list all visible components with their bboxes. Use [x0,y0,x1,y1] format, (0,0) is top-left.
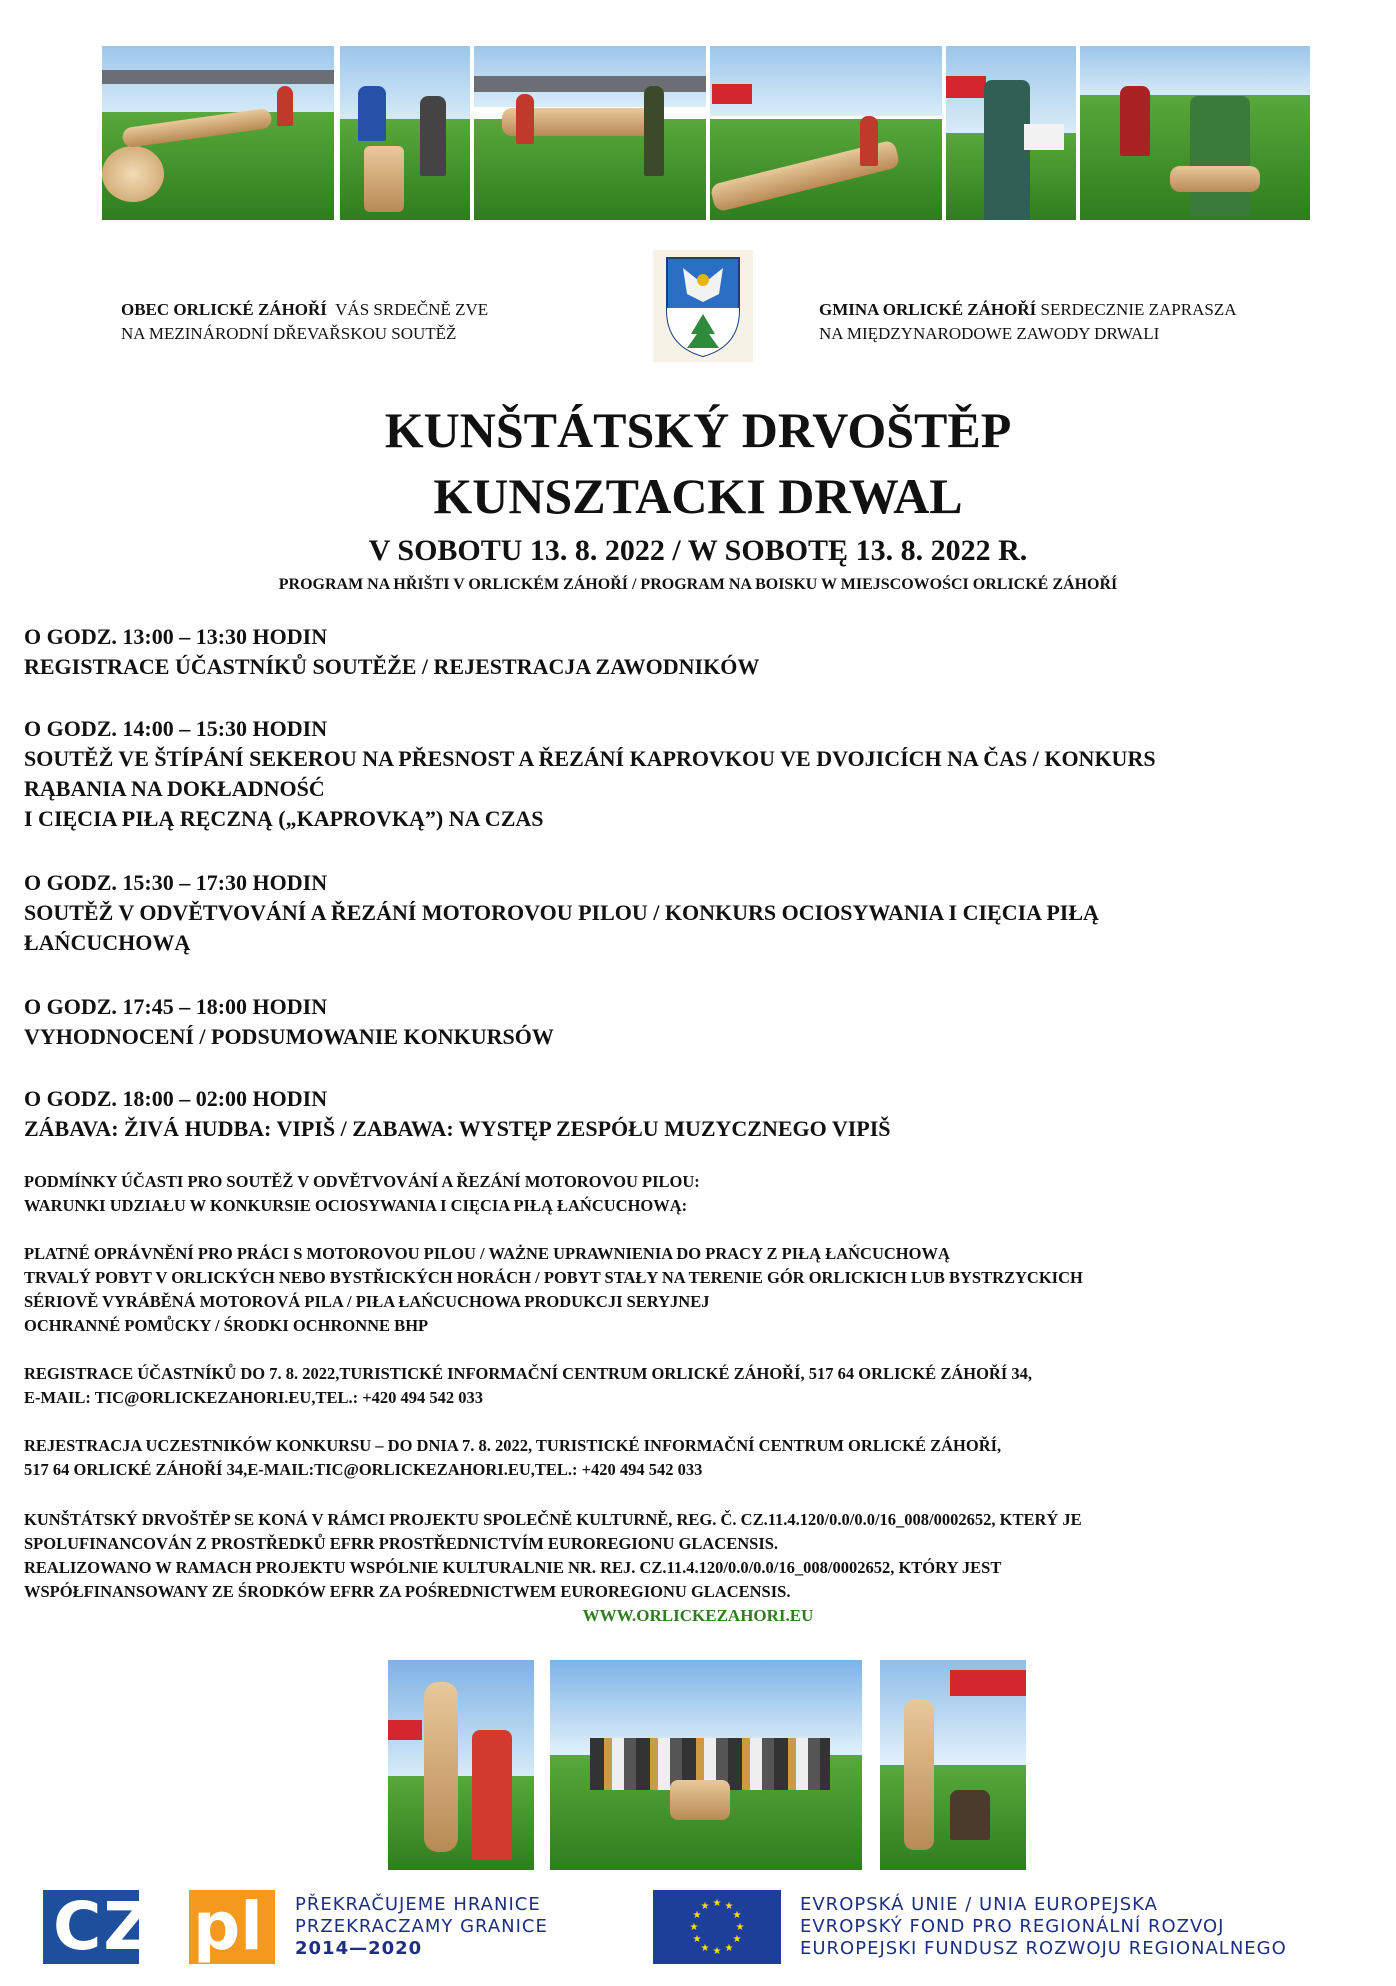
photo-log-sawing-1 [102,46,334,220]
event-venue: PROGRAM NA HŘIŠTI V ORLICKÉM ZÁHOŘÍ / PROGRAM NA BOISKU W MIEJSCOWOŚCI ORLICKÉ ZÁHOŘÍ [278,576,1118,593]
registration-pl-contact: 517 64 ORLICKÉ ZÁHOŘÍ 34,E-MAIL:TIC@ORLICKEZAHORI.EU,TEL.: +420 494 542 033 [24,1460,703,1479]
funding-line: REALIZOWANO W RAMACH PROJEKTU WSPÓLNIE KULTURALNIE NR. REJ. CZ.11.4.120/0.0/0.0/16_008/0002652, KTÓRY JEST [24,1558,1002,1577]
svg-text:★: ★ [712,1898,722,1909]
photo-chainsaw-log [474,46,706,220]
czpl-logo-years: 2014—2020 [295,1938,423,1959]
registration-cz-line: REGISTRACE ÚČASTNÍKŮ DO 7. 8. 2022,TURISTICKÉ INFORMAČNÍ CENTRUM ORLICKÉ ZÁHOŘÍ, 517 64 ORLICKÉ ZÁHOŘÍ 34, [24,1364,1032,1383]
condition-item: SÉRIOVĚ VYRÁBĚNÁ MOTOROVÁ PILA / PIŁA ŁAŃCUCHOWA PRODUKCJI SERYJNEJ [24,1292,710,1311]
eu-logo-line: EUROPEJSKI FUNDUSZ ROZWOJU REGIONALNEGO [800,1938,1287,1959]
svg-text:★: ★ [700,1901,710,1912]
eu-logo-text [800,1894,1360,1960]
funding-note [24,1508,1364,1604]
program-time: O GODZ. 13:00 – 13:30 HODIN [24,624,328,649]
svg-text:★: ★ [724,1943,734,1954]
program-text: RĄBANIA NA DOKŁADNOŚĆ [24,776,325,801]
conditions-heading-pl: WARUNKI UDZIAŁU W KONKURSIE OCIOSYWANIA I CIĘCIA PIŁĄ ŁAŃCUCHOWĄ: [24,1196,688,1215]
conditions-list [24,1242,1364,1338]
funding-line: KUNŠTÁTSKÝ DRVOŠTĚP SE KONÁ V RÁMCI PROJEKTU SPOLEČNĚ KULTURNĚ, REG. Č. CZ.11.4.120/0.0/0.0/16_008/0002652, KTERÝ JE [24,1510,1082,1529]
svg-text:★: ★ [712,1946,722,1957]
invite-polish [819,298,1339,346]
svg-text:★: ★ [689,1922,699,1933]
municipality-name-pl: GMINA ORLICKÉ ZÁHOŘÍ [819,300,1037,319]
invite-subtitle-pl: NA MIĘDZYNARODOWE ZAWODY DRWALI [819,324,1160,343]
invite-czech [121,298,581,346]
program-text: REGISTRACE ÚČASTNÍKŮ SOUTĚŽE / REJESTRACJA ZAWODNIKÓW [24,654,760,679]
invite-text-cz: VÁS SRDEČNĚ ZVE [335,300,489,319]
coat-of-arms-icon [653,250,753,362]
svg-text:★: ★ [724,1901,734,1912]
program-text: SOUTĚŽ VE ŠTÍPÁNÍ SEKEROU NA PŘESNOST A ŘEZÁNÍ KAPROVKOU VE DVOJICÍCH NA ČAS / KONKURS [24,746,1156,771]
svg-text:★: ★ [692,1934,702,1945]
registration-cz-contact: E-MAIL: TIC@ORLICKEZAHORI.EU,TEL.: +420 494 542 033 [24,1388,483,1407]
program-text: VYHODNOCENÍ / PODSUMOWANIE KONKURSÓW [24,1024,554,1049]
photo-group-participants [550,1660,862,1870]
program-time: O GODZ. 18:00 – 02:00 HODIN [24,1086,328,1111]
program-item [24,868,1364,958]
conditions-heading [24,1170,1364,1218]
photo-announcer [946,46,1076,220]
svg-text:★: ★ [700,1943,710,1954]
czpl-logo-cz: CZ [53,1888,154,1965]
photo-chainsaw-carving [880,1660,1026,1870]
program-time: O GODZ. 17:45 – 18:00 HODIN [24,994,328,1019]
program-item [24,1084,1364,1144]
program-item [24,992,1364,1052]
program-text: ZÁBAVA: ŽIVÁ HUDBA: VIPIŠ / ZABAWA: WYSTĘP ZESPÓŁU MUZYCZNEGO VIPIŠ [24,1116,891,1141]
czpl-logo-text [295,1894,595,1960]
funding-line: WSPÓŁFINANSOWANY ZE ŚRODKÓW EFRR ZA POŚREDNICTWEM EUROREGIONU GLACENSIS. [24,1582,791,1601]
photo-two-man-saw [1080,46,1310,220]
svg-text:★: ★ [735,1922,745,1933]
condition-item: TRVALÝ POBYT V ORLICKÝCH NEBO BYSTŘICKÝCH HORÁCH / POBYT STAŁY NA TERENIE GÓR ORLICKICH LUB BYSTRZYCKICH [24,1268,1083,1287]
program-time: O GODZ. 14:00 – 15:30 HODIN [24,716,328,741]
event-date: V SOBOTU 13. 8. 2022 / W SOBOTĘ 13. 8. 2022 R. [368,534,1028,567]
program-item [24,714,1364,834]
website-link[interactable]: WWW.ORLICKEZAHORI.EU [582,1606,814,1625]
czpl-logo-line: PŘEKRAČUJEME HRANICE [295,1894,541,1915]
program-text: I CIĘCIA PIŁĄ RĘCZNĄ („KAPROVKĄ”) NA CZAS [24,806,544,831]
czpl-logo-pl: pl [193,1888,263,1965]
photo-axe-splitting [340,46,470,220]
svg-text:★: ★ [692,1910,702,1921]
condition-item: PLATNÉ OPRÁVNĚNÍ PRO PRÁCI S MOTOROVOU PILOU / WAŻNE UPRAWNIENIA DO PRACY Z PIŁĄ ŁAŃCUCHOWĄ [24,1244,950,1263]
program-text: SOUTĚŽ V ODVĚTVOVÁNÍ A ŘEZÁNÍ MOTOROVOU PILOU / KONKURS OCIOSYWANIA I CIĘCIA PIŁĄ [24,900,1099,925]
municipality-name-cz: OBEC ORLICKÉ ZÁHOŘÍ [121,300,327,319]
program-text: ŁAŃCUCHOWĄ [24,930,191,955]
conditions-heading-cz: PODMÍNKY ÚČASTI PRO SOUTĚŽ V ODVĚTVOVÁNÍ A ŘEZÁNÍ MOTOROVOU PILOU: [24,1172,700,1191]
czpl-logo-mark [43,1890,275,1964]
eu-logo-line: EVROPSKÝ FOND PRO REGIONÁLNÍ ROZVOJ [800,1916,1225,1937]
invite-subtitle-cz: NA MEZINÁRODNÍ DŘEVAŘSKOU SOUTĚŽ [121,324,457,343]
condition-item: OCHRANNÉ POMŮCKY / ŚRODKI OCHRONNE BHP [24,1316,429,1335]
event-title-cz: KUNŠTÁTSKÝ DRVOŠTĚP [384,402,1012,458]
czpl-logo-line: PRZEKRACZAMY GRANICE [295,1916,548,1937]
program-time: O GODZ. 15:30 – 17:30 HODIN [24,870,328,895]
eu-logo-line: EVROPSKÁ UNIE / UNIA EUROPEJSKA [800,1894,1158,1915]
invite-text-pl: SERDECZNIE ZAPRASZA [1040,300,1237,319]
coat-of-arms [653,250,753,362]
svg-text:★: ★ [732,1910,742,1921]
event-title-pl: KUNSZTACKI DRWAL [433,468,963,524]
registration-cz [24,1362,1364,1410]
registration-pl-line: REJESTRACJA UCZESTNIKÓW KONKURSU – DO DNIA 7. 8. 2022, TURISTICKÉ INFORMAČNÍ CENTRUM ORLICKÉ ZÁHOŘÍ, [24,1436,1002,1455]
photo-log-limbing [710,46,942,220]
svg-text:★: ★ [732,1934,742,1945]
funding-line: SPOLUFINANCOVÁN Z PROSTŘEDKŮ EFRR PROSTŘEDNICTVÍM EUROREGIONU GLACENSIS. [24,1534,779,1553]
registration-pl [24,1434,1364,1482]
program-item [24,622,1364,682]
photo-wood-carving-statue [388,1660,534,1870]
eu-flag-icon [653,1890,781,1964]
